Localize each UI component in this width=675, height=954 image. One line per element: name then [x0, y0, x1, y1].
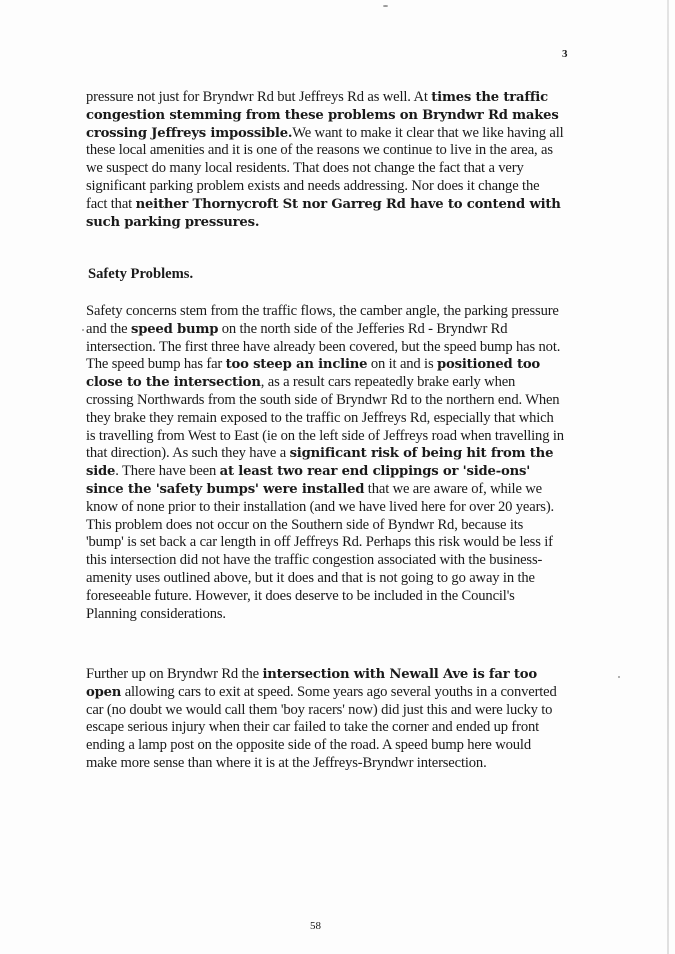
text-run: that we are aware of, while we know of none prior to their installation (and we have lived here for over 20 years). This problem does not occur on the Southern side of Byndwr Rd, because its 'bump' is set back a car length in off Jeffreys Rd. Perhaps this risk would be less if this intersection did not have the traffic congestion associated with the business-amenity uses outlined above, but it does and that is not going to go away in the foreseeable future. However, it does deserve to be included in the Council's Planning considerations.: [86, 480, 555, 622]
scan-speck: [618, 676, 620, 678]
text-run: , as a result cars repeatedly brake early when crossing Northwards from the south side of Bryndwr Rd to the northern end. When they brake they remain exposed to the traffic on Jeffreys Rd, especially that which is travelling from West to East (ie on the left side of Jeffreys road when travelling in that direction). As such they have a: [86, 374, 564, 462]
bold-run: at least two rear end clippings or 'side-ons' since the 'safety bumps' were installed: [86, 464, 531, 497]
bold-run: neither Thornycroft St nor Garreg Rd have to contend with such parking pressures.: [86, 196, 561, 230]
paragraph-safety-concerns: [86, 303, 564, 623]
scan-speck: [383, 5, 388, 7]
text-run: . There have been: [115, 463, 220, 480]
bold-run: positioned too close to the intersection: [86, 357, 541, 391]
text-run: Safety concerns stem from the traffic flows, the camber angle, the parking pressure and the: [86, 303, 559, 337]
text-run: We want to make it clear that we like having all these local amenities and it is one of the reasons we continue to live in the area, as we suspect do many local residents. That does not change the fact that a very significant parking problem exists and needs addressing. Nor does it change the fact that: [86, 124, 564, 212]
paragraph-parking-pressure: [86, 89, 564, 231]
page-number-top: 3: [562, 48, 568, 60]
bold-run: intersection with Newall Ave is far too open: [86, 667, 537, 700]
text-run: on the north side of the Jefferies Rd - Bryndwr Rd intersection. The first three have already been covered, but the speed bump has not. The speed bump has far: [86, 320, 561, 373]
scan-speck: [82, 329, 84, 331]
text-run: pressure not just for Bryndwr Rd but Jeffreys Rd as well. At: [86, 89, 432, 105]
section-heading-safety: Safety Problems.: [88, 266, 194, 282]
text-run: allowing cars to exit at speed. Some years ago several youths in a converted car (no doubt we would call them 'boy racers' now) did just this and were lucky to escape serious injury when their car failed to take the corner and ended up front ending a lamp post on the opposite side of the road. A speed bump here would make more sense than where it is at the Jeffreys-Bryndwr intersection.: [86, 683, 557, 771]
page-number-bottom: 58: [310, 920, 321, 932]
text-run: on it and is: [367, 356, 437, 373]
bold-run: too steep an incline: [225, 357, 368, 373]
page-edge: [667, 0, 669, 954]
bold-run: speed bump: [131, 321, 219, 337]
bold-run: significant risk of being hit from the side: [86, 446, 554, 480]
text-run: Further up on Bryndwr Rd the: [86, 666, 263, 682]
bold-run: times the traffic congestion stemming from these problems on Bryndwr Rd makes crossing Jeffreys impossible.: [86, 90, 559, 141]
paragraph-newall-ave: [86, 666, 564, 773]
